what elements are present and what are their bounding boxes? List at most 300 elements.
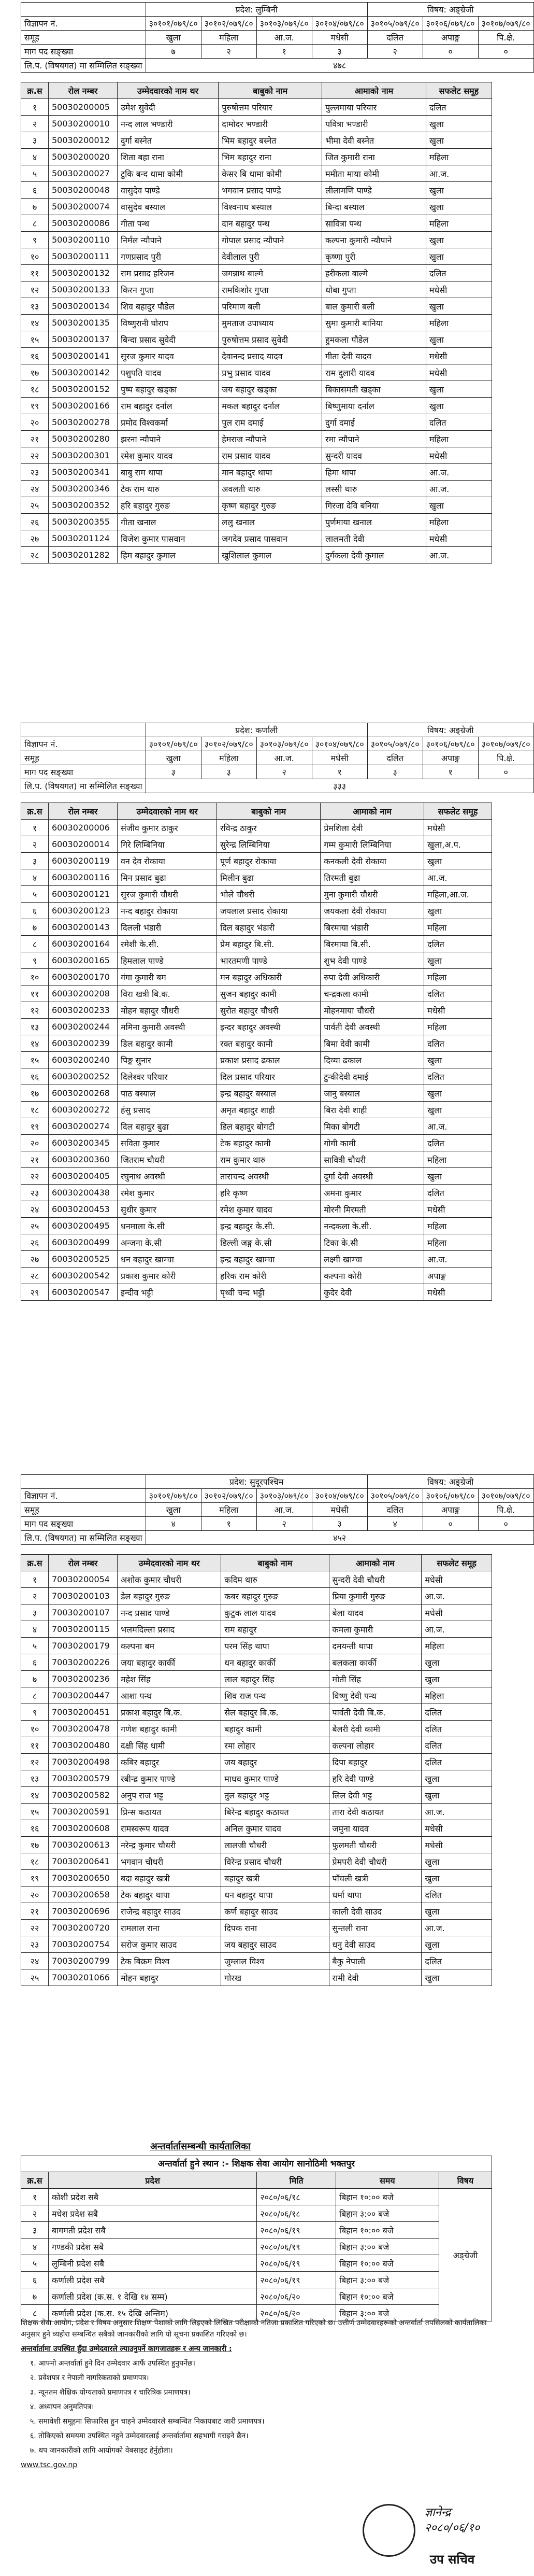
table-cell: 60030200405 xyxy=(49,1168,118,1185)
schedule-table xyxy=(21,2172,492,2321)
table-row xyxy=(21,1234,492,1251)
table-cell: ८ xyxy=(21,1687,49,1704)
schedule-row xyxy=(21,2189,492,2205)
table-cell: ११ xyxy=(21,1737,49,1754)
table-cell: महिला xyxy=(422,1687,492,1704)
table-cell: रबीन्द्र कुमार पाण्डे xyxy=(118,1770,221,1787)
table-cell: माधव कुमार पाण्डे xyxy=(221,1770,329,1787)
table-cell: सुधीर कुमार xyxy=(118,1201,217,1218)
table-cell: 50030200166 xyxy=(49,398,118,414)
table-cell: प्रकाश कुमार कोरी xyxy=(118,1268,217,1284)
table-cell: मधेसी xyxy=(424,1201,492,1218)
table-cell: विजेश कुमार पासवान xyxy=(118,530,219,547)
table-row xyxy=(21,116,492,132)
table-cell: गीता खनाल xyxy=(118,514,219,530)
table-cell: आ.ज. xyxy=(426,547,492,564)
table-row xyxy=(21,1704,492,1721)
schedule-cell: कोशी प्रदेश सबै xyxy=(49,2189,257,2205)
table-cell: ९ xyxy=(21,952,49,969)
table-row xyxy=(21,464,492,481)
column-header: रोल नम्बर xyxy=(49,1555,118,1571)
ad-label xyxy=(21,723,146,737)
table-cell: खुला xyxy=(426,331,492,348)
table-row xyxy=(21,497,492,514)
table-cell: बदा बहादुर खत्री xyxy=(118,1870,221,1887)
table-cell: 60030200274 xyxy=(49,1118,118,1135)
schedule-venue: अन्तर्वार्ता हुने स्थान :- शिक्षक सेवा आयोग सानोठिमी भक्तपुर xyxy=(21,2156,492,2172)
table-cell: मुमताज उपाध्याय xyxy=(219,315,322,331)
table-cell: खुला xyxy=(426,381,492,398)
ad-number: ३०१०७/०७९/८० xyxy=(478,737,533,751)
table-cell: दलित xyxy=(422,1887,492,1903)
schedule-cell: बिहान १०:०० बजे xyxy=(336,2222,439,2239)
table-cell: 70030200226 xyxy=(49,1654,118,1671)
table-cell: महिला,आ.ज. xyxy=(424,886,492,903)
table-cell: १९ xyxy=(21,1870,49,1887)
table-cell: 70030200799 xyxy=(49,1953,118,1969)
table-cell: २१ xyxy=(21,431,49,447)
table-cell: 50030200142 xyxy=(49,364,118,381)
table-cell: हरीकला बाल्मे xyxy=(322,265,426,281)
table-cell: 50030200134 xyxy=(49,298,118,315)
table-cell: ११ xyxy=(21,986,49,1002)
table-cell: मधेसी xyxy=(426,348,492,364)
table-cell: 50030200141 xyxy=(49,348,118,364)
table-cell: 60030200143 xyxy=(49,919,118,936)
subject-label: विषय: अङ्ग्रेजी xyxy=(367,1475,533,1489)
table-cell: चन्द्रकला कामी xyxy=(321,986,424,1002)
schedule-cell: बिहान ३:०० बजे xyxy=(336,2305,439,2321)
province-label: प्रदेश: सुदूरपश्चिम xyxy=(146,1475,367,1489)
table-cell: 50030200352 xyxy=(49,497,118,514)
group-name: पि.क्षे. xyxy=(478,751,533,765)
group-name: खुला xyxy=(146,751,201,765)
table-cell: 70030200054 xyxy=(49,1571,118,1588)
table-cell: दिल प्रसाद परियार xyxy=(217,1068,321,1085)
table-cell: १८ xyxy=(21,1853,49,1870)
schedule-col-header: समय xyxy=(336,2172,439,2189)
table-row xyxy=(21,1102,492,1118)
table-cell: 50030200111 xyxy=(49,248,118,265)
seat-count: १ xyxy=(201,1517,256,1531)
table-cell: खुला,अ.प. xyxy=(424,836,492,853)
table-cell: 70030200641 xyxy=(49,1853,118,1870)
table-cell: बिन्दा प्रसाद सुवेदी xyxy=(118,331,219,348)
table-cell: दलित xyxy=(422,1737,492,1754)
group-name: दलित xyxy=(367,1503,423,1517)
group-name: दलित xyxy=(367,31,423,45)
table-cell: दलित xyxy=(422,1721,492,1737)
table-cell: महिला xyxy=(424,969,492,986)
table-cell: २८ xyxy=(21,1268,49,1284)
table-cell: आशा पन्थ xyxy=(118,1687,221,1704)
ad-number: ३०१०५/०७९/८० xyxy=(367,1489,423,1503)
table-cell: कुदेर देवी xyxy=(321,1284,424,1301)
table-cell: डेल बहादुर गुरुङ xyxy=(118,1588,221,1604)
table-cell: पार्वती देवी अवस्थी xyxy=(321,1019,424,1035)
table-cell: दिलली भंडारी xyxy=(118,919,217,936)
note-item: ३. न्यूनतम शैक्षिक योग्यताको प्रमाणपत्र र चारित्रिक प्रमाणपत्र। xyxy=(30,2388,191,2397)
table-cell: अपाङ्ग xyxy=(424,1268,492,1284)
table-cell: गंगा कुमारी बम xyxy=(118,969,217,986)
table-cell: 70030200720 xyxy=(49,1920,118,1936)
table-cell: 50030200137 xyxy=(49,331,118,348)
table-cell: दलित xyxy=(424,986,492,1002)
table-cell: हंसु प्रसाद xyxy=(118,1102,217,1118)
table-row xyxy=(21,1870,492,1887)
table-cell: दिल बहादुर बुढा xyxy=(118,1118,217,1135)
table-cell: जयकला देवी रोकाया xyxy=(321,903,424,919)
table-cell: रामलाल राना xyxy=(118,1920,221,1936)
schedule-cell: बिहान ३:०० बजे xyxy=(336,2205,439,2222)
table-cell: दमयन्ती थापा xyxy=(329,1638,422,1654)
ad-table xyxy=(21,1474,534,1545)
table-cell: 70030200608 xyxy=(49,1820,118,1837)
table-cell: दलित xyxy=(424,936,492,952)
table-cell: कृष्णा पुरी xyxy=(322,248,426,265)
ad-number: ३०१०३/०७९/८० xyxy=(256,737,312,751)
table-cell: दुर्गा बस्नेत xyxy=(118,132,219,149)
table-cell: मोहनमाया चौधरी xyxy=(321,1002,424,1019)
table-cell: २० xyxy=(21,1135,49,1151)
table-cell: 60030200438 xyxy=(49,1185,118,1201)
table-cell: महिला xyxy=(424,919,492,936)
group-name: महिला xyxy=(201,1503,256,1517)
schedule-cell: २०८०/०६/२० xyxy=(257,2288,336,2305)
table-cell: प्रमोद विश्वकर्मा xyxy=(118,414,219,431)
table-cell: २५ xyxy=(21,1218,49,1234)
table-cell: 70030200579 xyxy=(49,1770,118,1787)
table-cell: 60030200345 xyxy=(49,1135,118,1151)
ad-number: ३०१०४/०७९/८० xyxy=(312,17,367,31)
table-cell: बलकला कार्की xyxy=(329,1654,422,1671)
table-cell: 70030201066 xyxy=(49,1969,118,1986)
table-row xyxy=(21,1571,492,1588)
table-cell: खुला xyxy=(424,1102,492,1118)
table-cell: दुर्गा दमाई xyxy=(322,414,426,431)
table-cell: नन्द प्रसाद पाण्डे xyxy=(118,1604,221,1621)
signature-date: २०८०/०६/१० xyxy=(425,2522,480,2535)
table-cell: रामी देवी xyxy=(329,1969,422,1986)
table-cell: १६ xyxy=(21,1820,49,1837)
table-cell: सुरेन्द्र लिम्बिनिया xyxy=(217,836,321,853)
table-cell: दलित xyxy=(426,265,492,281)
table-cell: आ.ज. xyxy=(424,869,492,886)
table-cell: २१ xyxy=(21,1903,49,1920)
table-cell: ५ xyxy=(21,1638,49,1654)
table-row xyxy=(21,165,492,182)
table-cell: पाठ बस्याल xyxy=(118,1085,217,1102)
table-cell: खुला xyxy=(424,853,492,869)
column-header: उम्मेदवारको नाम थर xyxy=(118,82,219,99)
table-cell: अनिल कुमार यादव xyxy=(221,1820,329,1837)
table-cell: 70030200650 xyxy=(49,1870,118,1887)
table-cell: 70030200754 xyxy=(49,1936,118,1953)
schedule-cell: ५ xyxy=(21,2255,49,2272)
table-cell: खुला xyxy=(424,1168,492,1185)
table-cell: किरन गुप्ता xyxy=(118,281,219,298)
table-cell: जय बहादुर साउद xyxy=(221,1936,329,1953)
group-name: महिला xyxy=(201,751,256,765)
table-row xyxy=(21,298,492,315)
table-cell: राम बहादुर xyxy=(221,1621,329,1638)
table-cell: बिन्दा बस्याल xyxy=(322,199,426,215)
table-cell: 50030200086 xyxy=(49,215,118,232)
province-label: प्रदेश: कर्णाली xyxy=(146,723,367,737)
seats-label: माग पद सङ्ख्या xyxy=(21,45,146,59)
table-cell: १ xyxy=(21,820,49,836)
table-row xyxy=(21,547,492,564)
table-cell: लाल बहादुर सिंह xyxy=(221,1671,329,1687)
table-cell: 70030200498 xyxy=(49,1754,118,1770)
column-header: सफलेट समूह xyxy=(424,803,492,820)
column-header: बाबुको नाम xyxy=(219,82,322,99)
table-cell: १० xyxy=(21,248,49,265)
table-cell: प्रेमशिला देवी xyxy=(321,820,424,836)
table-cell: ५ xyxy=(21,165,49,182)
seat-count: २ xyxy=(367,45,423,59)
table-cell: खुला xyxy=(424,903,492,919)
table-cell: 50030200278 xyxy=(49,414,118,431)
table-cell: रामकिशोर गुप्ता xyxy=(219,281,322,298)
table-cell: नन्द बहादुर रोकाया xyxy=(118,903,217,919)
table-row xyxy=(21,1604,492,1621)
table-row xyxy=(21,853,492,869)
table-cell: सावित्रा पन्थ xyxy=(322,215,426,232)
table-cell: कदिम थारु xyxy=(221,1571,329,1588)
table-row xyxy=(21,869,492,886)
table-cell: डिल्ली जङ्ग के.सी xyxy=(217,1234,321,1251)
table-cell: टेक बहादुर कामी xyxy=(217,1135,321,1151)
table-row xyxy=(21,1284,492,1301)
table-cell: १४ xyxy=(21,1035,49,1052)
table-row xyxy=(21,1135,492,1151)
table-cell: 70030200103 xyxy=(49,1588,118,1604)
table-cell: २ xyxy=(21,836,49,853)
table-cell: प्रकाश बहादुर बि.क. xyxy=(118,1704,221,1721)
table-cell: सुन्दरी देवी चौधरी xyxy=(329,1571,422,1588)
table-cell: गम्म कुमारी लिम्बिनिया xyxy=(321,836,424,853)
table-row xyxy=(21,530,492,547)
ad-number: ३०१०१/०७९/८० xyxy=(146,737,201,751)
table-cell: प्रिन्स कठायत xyxy=(118,1804,221,1820)
total-count: ४५२ xyxy=(146,1531,533,1545)
ad-number: ३०१०६/०७९/८० xyxy=(423,17,478,31)
column-header: क्र.स xyxy=(21,1555,49,1571)
table-cell: देवीलाल पुरी xyxy=(219,248,322,265)
table-cell: मधेसी xyxy=(424,1002,492,1019)
table-row xyxy=(21,1085,492,1102)
table-cell: ४ xyxy=(21,149,49,165)
table-cell: २३ xyxy=(21,464,49,481)
table-cell: 50030200027 xyxy=(49,165,118,182)
table-cell: धर्मा थापा xyxy=(329,1887,422,1903)
table-cell: कृष्ण बहादुर गुरुङ xyxy=(219,497,322,514)
table-cell: संजीव कुमार ठाकुर xyxy=(118,820,217,836)
table-cell: सुमा कुमारी बानिया xyxy=(322,315,426,331)
table-cell: गोपाल प्रसाद न्यौपाने xyxy=(219,232,322,248)
table-cell: दामोदर भण्डारी xyxy=(219,116,322,132)
table-cell: प्रेम बहादुर बि.सी. xyxy=(217,936,321,952)
table-cell: खुला xyxy=(422,1853,492,1870)
table-cell: लस्सी थारु xyxy=(322,481,426,497)
table-cell: १३ xyxy=(21,298,49,315)
table-cell: मधेसी xyxy=(422,1571,492,1588)
website-link[interactable]: www.tsc.gov.np xyxy=(21,2461,78,2469)
table-cell: रमेशी के.सी. xyxy=(118,936,217,952)
note-item: ७. थप जानकारीको लागि आयोगको वेबसाइट हेर्नुहोला। xyxy=(30,2446,173,2455)
group-name: मधेसी xyxy=(312,1503,367,1517)
table-cell: कर्ण बहादुर साउद xyxy=(221,1903,329,1920)
table-cell: १२ xyxy=(21,1002,49,1019)
table-cell: 60030200233 xyxy=(49,1002,118,1019)
table-cell: 70030200591 xyxy=(49,1804,118,1820)
table-cell: बिरा देवी शाही xyxy=(321,1102,424,1118)
table-cell: 60030200499 xyxy=(49,1234,118,1251)
ad-table xyxy=(21,2,534,73)
table-cell: मधेसी xyxy=(426,447,492,464)
table-cell: दलित xyxy=(424,1035,492,1052)
table-cell: 50030200301 xyxy=(49,447,118,464)
table-cell: पुरुषोत्तम परियार xyxy=(219,99,322,116)
province-label: प्रदेश: लुम्बिनी xyxy=(146,3,367,17)
table-cell: १७ xyxy=(21,1085,49,1102)
schedule-row xyxy=(21,2239,492,2255)
table-cell: ९ xyxy=(21,232,49,248)
table-cell: अमना कुमार xyxy=(321,1185,424,1201)
table-cell: 70030200696 xyxy=(49,1903,118,1920)
table-cell: १९ xyxy=(21,1118,49,1135)
table-row xyxy=(21,1969,492,1986)
table-cell: गीता देवी यादव xyxy=(322,348,426,364)
note-item: ४. अध्यापन अनुमतिपत्र। xyxy=(30,2403,94,2411)
table-row xyxy=(21,1687,492,1704)
table-cell: दलित xyxy=(424,1185,492,1201)
table-cell: सविता कुमार xyxy=(118,1135,217,1151)
table-cell: २९ xyxy=(21,1284,49,1301)
schedule-cell: लुम्बिनी प्रदेश सबै xyxy=(49,2255,257,2272)
schedule-subject: अङ्ग्रेजी xyxy=(439,2189,492,2321)
table-row xyxy=(21,1820,492,1837)
table-cell: तारा देवी कठायत xyxy=(329,1804,422,1820)
table-cell: दलित xyxy=(426,414,492,431)
table-cell: ३ xyxy=(21,853,49,869)
table-row xyxy=(21,1002,492,1019)
table-cell: खुला xyxy=(422,1936,492,1953)
group-name: मधेसी xyxy=(312,751,367,765)
table-cell: मधेसी xyxy=(424,1284,492,1301)
table-cell: तिरमती बुढा xyxy=(321,869,424,886)
table-row xyxy=(21,1118,492,1135)
vigyapan-label: विज्ञापन नं. xyxy=(21,17,146,31)
table-cell: रमा न्यौपाने xyxy=(322,431,426,447)
table-cell: भोले चौधरी xyxy=(217,886,321,903)
table-cell: भलमदिल्ला प्रसाद xyxy=(118,1621,221,1638)
table-cell: महिला xyxy=(426,315,492,331)
table-cell: जमुना यादव xyxy=(329,1820,422,1837)
ad-number: ३०१०७/०७९/८० xyxy=(478,1489,533,1503)
note-item: ५. समावेशी समूहमा सिफारिस हुन चाहने उम्मेदवारले सम्बन्धित निकायबाट जारी प्रमाणपत्र। xyxy=(30,2417,265,2426)
table-cell: 50030200132 xyxy=(49,265,118,281)
table-cell: पुरुषोत्तम प्रसाद सुवेदी xyxy=(219,331,322,348)
table-cell: ६ xyxy=(21,903,49,919)
group-label: समूह xyxy=(21,31,146,45)
table-row xyxy=(21,936,492,952)
table-cell: दलित xyxy=(426,99,492,116)
table-cell: ४ xyxy=(21,869,49,886)
seat-count: १ xyxy=(423,765,478,779)
table-row xyxy=(21,348,492,364)
table-cell: खुला xyxy=(426,199,492,215)
table-cell: जगदेव प्रसाद पासवान xyxy=(219,530,322,547)
table-cell: बैलरी देवी कामी xyxy=(329,1721,422,1737)
table-row xyxy=(21,1251,492,1268)
total-count: ३३३ xyxy=(146,779,533,793)
table-cell: आ.ज. xyxy=(422,1804,492,1820)
schedule-cell: ३ xyxy=(21,2222,49,2239)
table-cell: रघुनाथ अवस्थी xyxy=(118,1168,217,1185)
table-cell: लिल देवी भट्ट xyxy=(329,1787,422,1804)
table-cell: सरोज कुमार साउद xyxy=(118,1936,221,1953)
table-cell: रुपा देवी अधिकारी xyxy=(321,969,424,986)
table-cell: आ.ज. xyxy=(422,1588,492,1604)
table-cell: दिल बहादुर भंडारी xyxy=(217,919,321,936)
table-cell: 60030200208 xyxy=(49,986,118,1002)
table-cell: बिमा देवी कामी xyxy=(321,1035,424,1052)
table-row xyxy=(21,1654,492,1671)
ad-label xyxy=(21,1475,146,1489)
table-cell: २० xyxy=(21,1887,49,1903)
seat-count: १ xyxy=(256,45,312,59)
table-cell: रमेश कुमार यादव xyxy=(217,1201,321,1218)
table-cell: रविन्द्र ठाकुर xyxy=(217,820,321,836)
table-cell: २ xyxy=(21,116,49,132)
table-cell: ७ xyxy=(21,1671,49,1687)
table-cell: अवलती थारु xyxy=(219,481,322,497)
table-cell: २४ xyxy=(21,481,49,497)
schedule-row xyxy=(21,2255,492,2272)
table-cell: 50030200110 xyxy=(49,232,118,248)
table-cell: अशोक कुमार चौधरी xyxy=(118,1571,221,1588)
table-cell: इन्द्र बहादुर खाम्चा xyxy=(217,1251,321,1268)
schedule-cell: १ xyxy=(21,2189,49,2205)
table-row xyxy=(21,315,492,331)
table-cell: ९ xyxy=(21,1704,49,1721)
table-cell: शिव राज पन्थ xyxy=(221,1687,329,1704)
signer-designation: उप सचिव xyxy=(430,2552,475,2567)
seat-count: ७ xyxy=(146,45,201,59)
table-cell: इन्द्र बहादुर के.सी. xyxy=(217,1218,321,1234)
table-row xyxy=(21,836,492,853)
table-cell: 60030200495 xyxy=(49,1218,118,1234)
subject-label: विषय: अङ्ग्रेजी xyxy=(367,723,533,737)
schedule-row xyxy=(21,2222,492,2239)
table-cell: ७ xyxy=(21,199,49,215)
table-cell: राम प्रसाद यादव xyxy=(219,447,322,464)
table-cell: इन्द्र बहादुर बस्याल xyxy=(217,1085,321,1102)
table-row xyxy=(21,248,492,265)
table-cell: १३ xyxy=(21,1019,49,1035)
table-cell: 60030200170 xyxy=(49,969,118,986)
table-cell: २७ xyxy=(21,1251,49,1268)
table-row xyxy=(21,1837,492,1853)
table-row xyxy=(21,1903,492,1920)
column-header: क्र.स xyxy=(21,82,49,99)
column-header: सफलेट समूह xyxy=(422,1555,492,1571)
table-cell: जुम्लाल विश्व xyxy=(221,1953,329,1969)
table-cell: विरेन्द्र प्रसाद चौधरी xyxy=(221,1853,329,1870)
table-cell: विश्वनाथ बस्याल xyxy=(219,199,322,215)
